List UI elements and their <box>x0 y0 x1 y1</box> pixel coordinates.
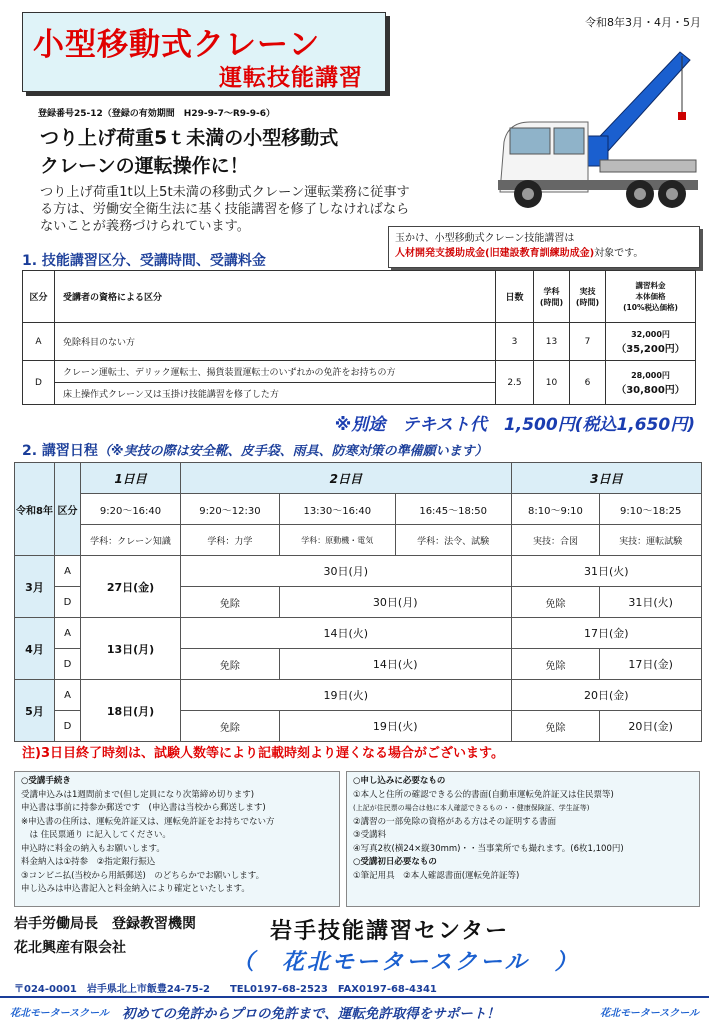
cat-a: A <box>55 556 81 587</box>
procedure-line: 料金納入は①持参 ②指定銀行振込 <box>21 857 156 867</box>
required-line: ③受講料 <box>353 830 387 840</box>
day3-date-a: 17日(金) <box>511 618 701 649</box>
headline-line2: クレーンの運転操作に！ <box>40 155 249 177</box>
section1-heading: 1. 技能講習区分、受講時間、受講料金 <box>22 253 266 269</box>
day2-date-d: 19日(火) <box>279 711 511 742</box>
fee-base: 32,000円 <box>631 329 670 339</box>
organization <box>14 912 196 960</box>
exempt-cell: 免除 <box>511 587 600 618</box>
day3-date-a: 20日(金) <box>511 680 701 711</box>
cell-qual: クレーン運転士、デリック運転士、揚貨装置運転士のいずれかの免許をお持ちの方 <box>55 361 496 383</box>
cell-days: 2.5 <box>496 361 534 405</box>
subject-cell: 実技：運転試験 <box>600 525 702 556</box>
cat-d: D <box>55 587 81 618</box>
fee-tax: （30,800円） <box>616 384 685 396</box>
text-fee: ※別途 テキスト代 1,500円(税込1,650円) <box>334 415 695 435</box>
footer-logo-right: 花北モータースクール <box>600 1008 699 1019</box>
month-cell: 5月 <box>15 680 55 742</box>
cell-cat: A <box>23 323 55 361</box>
footer-logo-left: 花北モータースクール <box>10 1008 109 1019</box>
subsidy-notice <box>388 226 700 268</box>
day1-date: 13日(月) <box>81 618 181 680</box>
subsidy-red: 人材開発支援助成金(旧建設教育訓練助成金) <box>395 248 595 259</box>
date-line: 令和8年3月・4月・5月 <box>585 16 701 29</box>
procedure-box <box>14 771 340 907</box>
day2-date-a: 30日(月) <box>181 556 512 587</box>
required-box <box>346 771 700 907</box>
exempt-cell: 免除 <box>181 649 280 680</box>
day2-header: 2日目 <box>181 463 512 494</box>
subject-cell: 学科：力学 <box>181 525 280 556</box>
org-line1: 岩手労働局長 登録教習機関 <box>14 916 196 932</box>
procedure-line: は 住民票通り に記入してください。 <box>21 830 171 840</box>
procedure-line: ③コンビニ払(当校から用紙郵送) のどちらかでお願いします。 <box>21 870 265 881</box>
crane-truck-image <box>490 42 700 222</box>
exempt-cell: 免除 <box>511 711 600 742</box>
th-fee: 講習料金 本体価格 (10%税込価格) <box>606 271 696 323</box>
headline <box>40 124 338 180</box>
day2-date-d: 14日(火) <box>279 649 511 680</box>
required-line: ①本人と住所の確認できる公的書面(自動車運転免許証又は住民票等) <box>353 789 614 800</box>
cell-qual: 床上操作式クレーン又は玉掛け技能講習を修了した方 <box>55 383 496 405</box>
th-practice: 実技 (時間) <box>570 271 606 323</box>
day3-header: 3日目 <box>511 463 701 494</box>
title-main: 小型移動式クレーン <box>33 27 321 63</box>
title-sub: 運転技能講習 <box>219 65 363 91</box>
procedure-line: 受講申込みは1週間前まで(但し定員になり次第締め切ります) <box>21 789 255 800</box>
fee-base: 28,000円 <box>631 370 670 380</box>
required-line: (上記が住民票の場合は他に本人確認できるもの・・健康保険証、学生証等) <box>353 804 590 812</box>
intro-text: つり上げ荷重1t以上5t未満の移動式クレーン運転業務に従事する方は、労働安全衛生法に基く技能講習を修了しなければならないことが義務づけられています。 <box>40 185 410 234</box>
address: 〒024-0001 岩手県北上市飯豊24-75-2 TEL0197-68-2523 FAX0197-68-4341 <box>14 984 437 995</box>
fee-table <box>22 270 696 405</box>
cell-days: 3 <box>496 323 534 361</box>
day3-date-d: 31日(火) <box>600 587 702 618</box>
month-cell: 3月 <box>15 556 55 618</box>
subject-cell: 学科：クレーン知識 <box>81 525 181 556</box>
fee-tax: （35,200円） <box>616 343 685 355</box>
exempt-cell: 免除 <box>181 711 280 742</box>
cell-practice: 7 <box>570 323 606 361</box>
cell-study: 13 <box>534 323 570 361</box>
cat-d: D <box>55 649 81 680</box>
time-cell: 9:20〜16:40 <box>81 494 181 525</box>
subject-cell: 学科：原動機・電気 <box>279 525 395 556</box>
procedure-title: ○受講手続き <box>21 776 71 786</box>
required-line2: ①筆記用具 ②本人確認書面(運転免許証等) <box>353 870 520 881</box>
exempt-cell: 免除 <box>181 587 280 618</box>
registration-number: 登録番号25-12（登録の有効期間 H29-9-7〜R9-9-6） <box>38 109 276 119</box>
headline-line1: つり上げ荷重5ｔ未満の小型移動式 <box>40 127 339 149</box>
table-row <box>23 361 696 383</box>
day2-date-d: 30日(月) <box>279 587 511 618</box>
cat-a: A <box>55 680 81 711</box>
month-cell: 4月 <box>15 618 55 680</box>
time-cell: 13:30〜16:40 <box>279 494 395 525</box>
required-line: ②講習の一部免除の資格がある方はその証明する書面 <box>353 816 557 827</box>
day2-date-a: 19日(火) <box>181 680 512 711</box>
day2-date-a: 14日(火) <box>181 618 512 649</box>
cell-cat: D <box>23 361 55 405</box>
th-qual: 受講者の資格による区分 <box>55 271 496 323</box>
day1-date: 27日(金) <box>81 556 181 618</box>
title-banner <box>22 12 386 92</box>
table-row <box>23 323 696 361</box>
day3-date-a: 31日(火) <box>511 556 701 587</box>
org-line2: 花北興産有限会社 <box>14 940 126 956</box>
day1-header: 1日目 <box>81 463 181 494</box>
th-days: 日数 <box>496 271 534 323</box>
exempt-cell: 免除 <box>511 649 600 680</box>
section2-heading <box>22 440 488 460</box>
warning-note: 注)3日目終了時刻は、試験人数等により記載時刻より遅くなる場合がございます。 <box>22 746 504 761</box>
cat-d: D <box>55 711 81 742</box>
subsidy-line1: 玉かけ、小型移動式クレーン技能講習は <box>395 233 575 244</box>
day3-date-d: 20日(金) <box>600 711 702 742</box>
required-title: ○申し込みに必要なもの <box>353 776 446 786</box>
kubun-header: 区分 <box>55 463 81 556</box>
time-cell: 16:45〜18:50 <box>395 494 511 525</box>
day3-date-d: 17日(金) <box>600 649 702 680</box>
subject-cell: 学科：法令、試験 <box>395 525 511 556</box>
cell-fee <box>606 323 696 361</box>
cell-qual: 免除科目のない方 <box>55 323 496 361</box>
footer-bar <box>0 996 709 1024</box>
required-title2: ○受講初日必要なもの <box>353 857 437 867</box>
procedure-line: 申し込みは申込書記入と料金納入により確定といたします。 <box>21 884 250 894</box>
school-name: （ 花北モータースクール ） <box>232 950 580 975</box>
procedure-line: 申込書は事前に持参か郵送です (申込書は当校から郵送します) <box>21 803 266 813</box>
day1-date: 18日(月) <box>81 680 181 742</box>
cell-practice: 6 <box>570 361 606 405</box>
th-study: 学科 (時間) <box>534 271 570 323</box>
section2-note: （※実技の際は安全靴、皮手袋、雨具、防寒対策の準備願います） <box>97 444 488 459</box>
time-cell: 9:10〜18:25 <box>600 494 702 525</box>
subsidy-tail: 対象です。 <box>594 248 644 259</box>
time-cell: 9:20〜12:30 <box>181 494 280 525</box>
subject-cell: 実技：合図 <box>511 525 600 556</box>
section2-title: 2. 講習日程 <box>22 443 98 459</box>
schedule-table <box>14 462 702 742</box>
cell-fee <box>606 361 696 405</box>
center-name: 岩手技能講習センター <box>270 919 510 944</box>
time-cell: 8:10〜9:10 <box>511 494 600 525</box>
cat-a: A <box>55 618 81 649</box>
procedure-line: ※申込書の住所は、運転免許証又は、運転免許証をお持ちでない方 <box>21 816 275 827</box>
procedure-line: 申込時に料金の納入もお願いします。 <box>21 843 165 854</box>
corner-year: 令和8年 <box>15 463 55 556</box>
required-line: ④写真2枚(横24×縦30mm)・・当事業所でも撮れます。(6枚1,100円) <box>353 843 624 854</box>
th-cat: 区分 <box>23 271 55 323</box>
footer-slogan: 初めての免許からプロの免許まで、運転免許取得をサポート！ <box>122 1006 500 1022</box>
cell-study: 10 <box>534 361 570 405</box>
